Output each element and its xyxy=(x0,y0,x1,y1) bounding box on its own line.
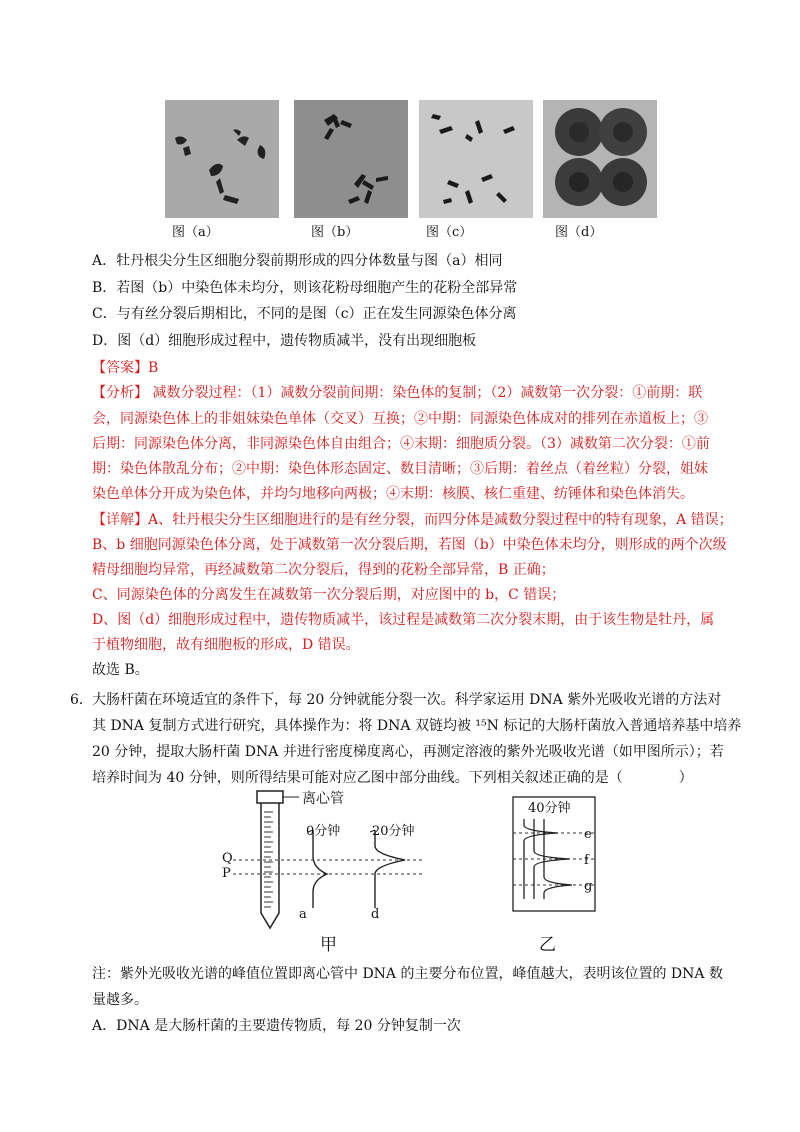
caption-c: 图（c） xyxy=(426,225,473,240)
q5-option-b: B．若图（b）中染色体未均分，则该花粉母细胞产生的花粉全部异常 xyxy=(92,280,518,296)
micrograph-a xyxy=(165,100,279,218)
q6-number: 6． xyxy=(70,692,93,708)
label-a: a xyxy=(299,907,307,922)
micrograph-c xyxy=(419,100,533,218)
label-e: e xyxy=(584,827,592,842)
q5-detail-line: 【详解】A、牡丹根尖分生区细胞进行的是有丝分裂，而四分体是减数分裂过程中的特有现象，A 错误； xyxy=(92,512,733,528)
label-f: f xyxy=(584,853,589,868)
q5-detail-line: B、b 细胞同源染色体分离，处于减数第一次分裂后期，若图（b）中染色体未均分，则形成的两个次级 xyxy=(92,537,727,553)
q5-analysis-line: 【分析】 减数分裂过程：（1）减数分裂前间期：染色体的复制；（2）减数第一次分裂：①前期：联 xyxy=(92,385,703,401)
tube-label: 离心管 xyxy=(302,791,344,807)
figure-yi-title: 乙 xyxy=(539,935,556,955)
figure-jia-title: 甲 xyxy=(320,935,337,955)
micrograph-d xyxy=(543,100,657,218)
q5-analysis-line: 期：染色体散乱分布；②中期：染色体形态固定、数目清晰；③后期：着丝点（着丝粒）分裂，姐妹 xyxy=(92,461,708,477)
q5-option-c: C．与有丝分裂后期相比，不同的是图（c）正在发生同源染色体分离 xyxy=(92,306,517,322)
q6-stem-line: 大肠杆菌在环境适宜的条件下，每 20 分钟就能分裂一次。科学家运用 DNA 紫外光吸收光谱的方法对 xyxy=(92,692,722,708)
q5-analysis-line: 染色单体分开成为染色体，并均匀地移向两极；④末期：核膜、核仁重建、纺锤体和染色体消失。 xyxy=(92,486,694,502)
q5-detail-line: 精母细胞均异常，再经减数第二次分裂后，得到的花粉全部异常，B 正确； xyxy=(92,562,555,578)
q5-option-a: A．牡丹根尖分生区细胞分裂前期形成的四分体数量与图（a）相同 xyxy=(92,253,503,269)
q6-note-line: 量越多。 xyxy=(92,992,148,1008)
q6-stem-line: 20 分钟，提取大肠杆菌 DNA 并进行密度梯度离心，再测定溶液的紫外光吸收光谱（如甲图所示）；若 xyxy=(92,744,724,760)
q5-analysis-line: 会，同源染色体上的非姐妹染色单体（交叉）互换；②中期：同源染色体成对的排列在赤道板上；③ xyxy=(92,411,708,427)
label-0-min: 0分钟 xyxy=(306,824,341,839)
caption-d: 图（d） xyxy=(555,225,603,240)
caption-a: 图（a） xyxy=(172,225,219,240)
micrograph-b xyxy=(294,100,408,218)
q6-note-line: 注：紫外光吸收光谱的峰值位置即离心管中 DNA 的主要分布位置，峰值越大，表明该位置的 DNA 数 xyxy=(92,966,723,982)
q5-analysis-line: 后期：同源染色体分离，非同源染色体自由组合；④末期：细胞质分裂。（3）减数第二次分裂：①前 xyxy=(92,436,710,452)
q5-detail-line: C、同源染色体的分离发生在减数第一次分裂后期，对应图中的 b，C 错误； xyxy=(92,587,566,603)
q5-answer: 【答案】B xyxy=(92,360,159,376)
label-P: P xyxy=(222,866,231,881)
q5-conclusion: 故选 B。 xyxy=(92,662,149,678)
q5-detail-line: D、图（d）细胞形成过程中，遗传物质减半，该过程是减数第二次分裂末期，由于该生物是牡丹，属 xyxy=(92,612,715,628)
figure-jia xyxy=(215,788,450,953)
label-Q: Q xyxy=(222,851,233,866)
label-d: d xyxy=(371,907,380,922)
q5-detail-line: 于植物细胞，故有细胞板的形成，D 错误。 xyxy=(92,637,360,653)
q6-option-a: A．DNA 是大肠杆菌的主要遗传物质，每 20 分钟复制一次 xyxy=(92,1018,461,1034)
label-20-min: 20分钟 xyxy=(372,824,415,839)
label-40-min: 40分钟 xyxy=(528,801,571,816)
label-g: g xyxy=(584,879,593,894)
caption-b: 图（b） xyxy=(311,225,359,240)
q6-stem-line: 其 DNA 复制方式进行研究，具体操作为：将 DNA 双链均被 ¹⁵N 标记的大肠杆菌放入普通培养基中培养 xyxy=(92,718,742,734)
q5-option-d: D．图（d）细胞形成过程中，遗传物质减半，没有出现细胞板 xyxy=(92,333,477,349)
q6-stem-line: 培养时间为 40 分钟，则所得结果可能对应乙图中部分曲线。下列相关叙述正确的是（ ） xyxy=(92,770,693,786)
